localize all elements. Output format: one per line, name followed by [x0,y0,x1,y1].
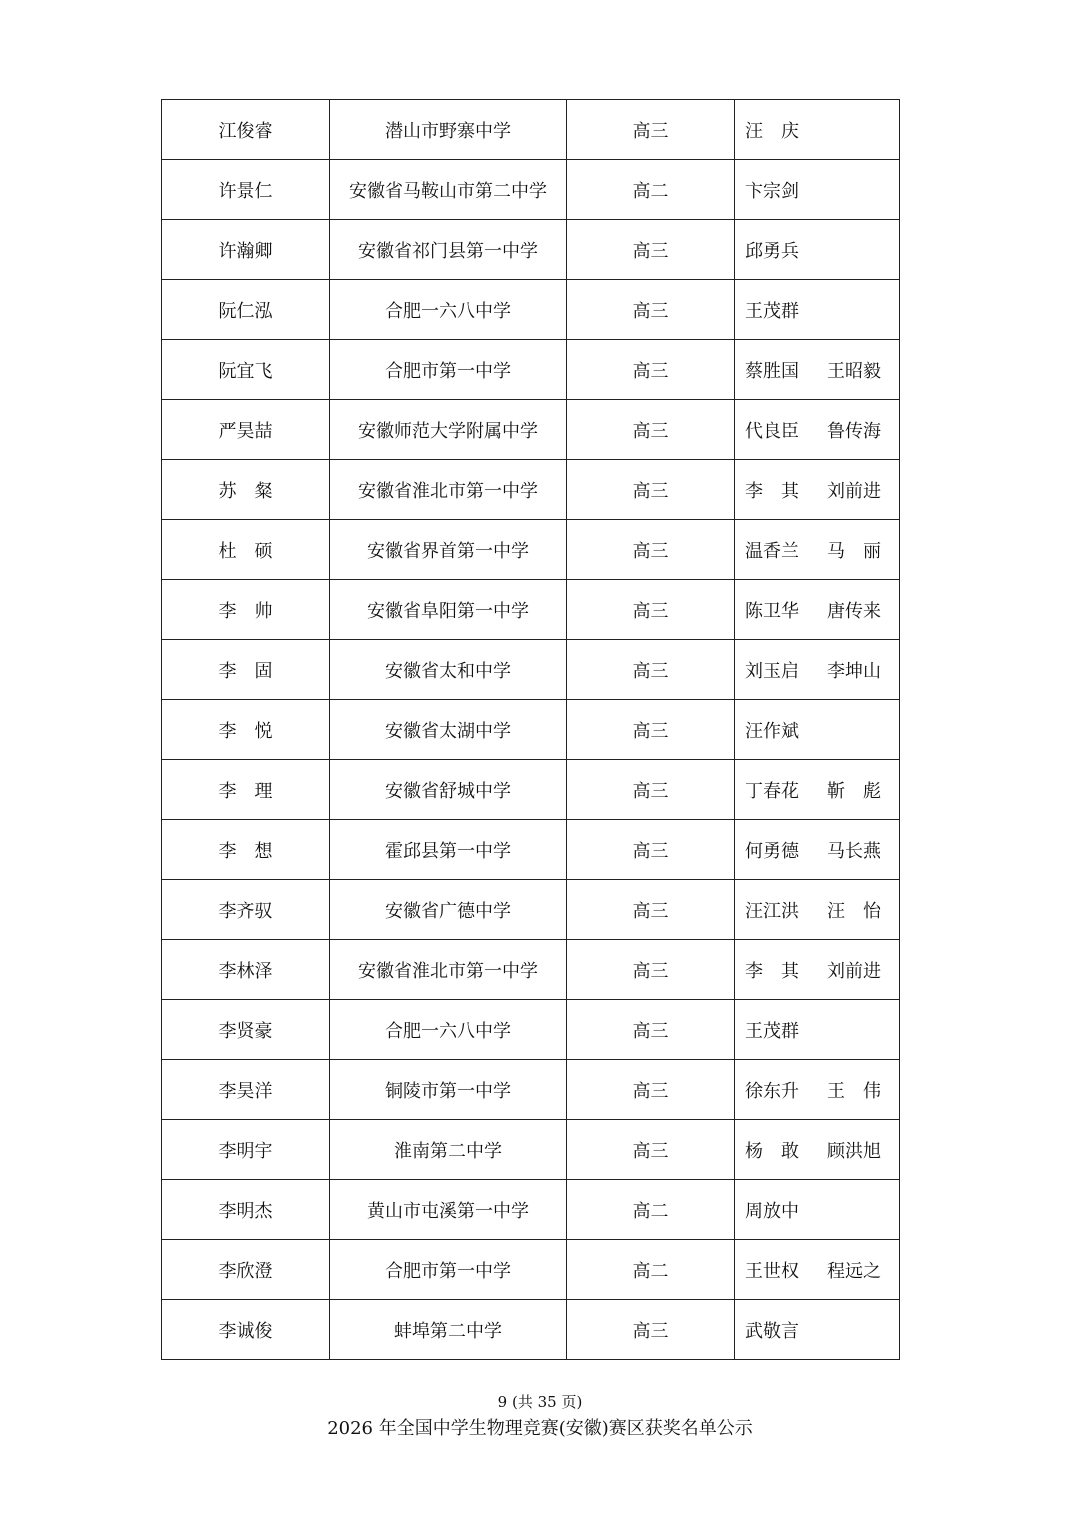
student-name-cell [162,820,330,880]
student-name-cell [162,340,330,400]
table-row [162,880,900,940]
table-row [162,1060,900,1120]
teacher-name: 王昭毅 [827,360,881,382]
student-name-cell [162,1180,330,1240]
teacher-name: 邱勇兵 [745,240,799,262]
teachers-cell [735,820,900,880]
school-cell: 安徽省界首第一中学 [330,520,567,580]
teacher-name: 马 丽 [827,540,881,562]
teacher-name: 陈卫华 [745,600,799,622]
document-title: 2026 年全国中学生物理竞赛(安徽)赛区获奖名单公示 [327,1418,753,1439]
school-cell: 安徽省淮北市第一中学 [330,940,567,1000]
teacher-name: 李 其 [745,480,799,502]
teacher-name: 刘玉启 [745,660,799,682]
student-name-cell [162,700,330,760]
teacher-name: 周放中 [745,1200,799,1222]
student-name: 阮仁泓 [218,300,273,322]
school-cell: 蚌埠第二中学 [330,1300,567,1360]
teacher-name: 汪江洪 [745,900,799,922]
teacher-name: 徐东升 [745,1080,799,1102]
grade-cell: 高三 [567,640,735,700]
teachers-cell [735,1180,900,1240]
teachers-cell [735,1300,900,1360]
school-cell: 合肥市第一中学 [330,1240,567,1300]
grade-cell: 高三 [567,760,735,820]
student-name: 李明杰 [218,1200,273,1222]
teacher-name: 丁春花 [745,780,799,802]
table-row [162,340,900,400]
teachers-cell [735,400,900,460]
student-name-cell [162,640,330,700]
teacher-name [827,1317,881,1343]
teacher-name [827,717,881,743]
school-cell: 安徽省太和中学 [330,640,567,700]
teacher-name: 程远之 [827,1260,881,1282]
grade-cell: 高三 [567,520,735,580]
grade-cell: 高三 [567,580,735,640]
school-cell: 淮南第二中学 [330,1120,567,1180]
grade-cell: 高三 [567,460,735,520]
table-row [162,520,900,580]
grade-cell: 高三 [567,700,735,760]
teacher-name [827,237,881,263]
table-row [162,940,900,1000]
school-cell: 合肥市第一中学 [330,340,567,400]
teachers-cell [735,700,900,760]
student-name-cell [162,940,330,1000]
school-cell: 安徽省祁门县第一中学 [330,220,567,280]
teacher-name: 武敬言 [745,1320,799,1342]
award-list-table [161,99,899,1360]
school-cell: 铜陵市第一中学 [330,1060,567,1120]
table-row [162,640,900,700]
grade-cell: 高三 [567,1060,735,1120]
grade-cell: 高二 [567,1180,735,1240]
grade-cell: 高三 [567,400,735,460]
teachers-cell [735,940,900,1000]
student-name: 李齐驭 [218,900,273,922]
student-name-cell [162,760,330,820]
grade-cell: 高三 [567,820,735,880]
school-cell: 安徽省舒城中学 [330,760,567,820]
page-number: 9 (共 35 页) [497,1393,583,1411]
school-cell: 安徽省淮北市第一中学 [330,460,567,520]
student-name: 李 帅 [218,600,273,622]
table-row [162,1300,900,1360]
teachers-cell [735,640,900,700]
teachers-cell [735,520,900,580]
teachers-cell [735,100,900,160]
student-name: 李诚俊 [218,1320,273,1342]
student-name-cell [162,460,330,520]
student-name: 李昊洋 [218,1080,273,1102]
table-row [162,160,900,220]
student-name: 李 固 [218,660,273,682]
teachers-cell [735,880,900,940]
student-name-cell [162,1300,330,1360]
teachers-cell [735,160,900,220]
student-name-cell [162,520,330,580]
teachers-cell [735,580,900,640]
teacher-name: 马长燕 [827,840,881,862]
teacher-name: 温香兰 [745,540,799,562]
grade-cell: 高二 [567,1240,735,1300]
table-row [162,460,900,520]
school-cell: 安徽省广德中学 [330,880,567,940]
school-cell: 安徽省阜阳第一中学 [330,580,567,640]
teacher-name: 汪作斌 [745,720,799,742]
grade-cell: 高三 [567,1000,735,1060]
teacher-name: 王茂群 [745,1020,799,1042]
student-name-cell [162,580,330,640]
teacher-name: 何勇德 [745,840,799,862]
student-name-cell [162,400,330,460]
teacher-name: 王茂群 [745,300,799,322]
teachers-cell [735,280,900,340]
table-row [162,700,900,760]
teacher-name [827,177,881,203]
student-name-cell [162,880,330,940]
teacher-name [827,1197,881,1223]
table-row [162,280,900,340]
student-name: 李林泽 [218,960,273,982]
table-row [162,220,900,280]
student-name: 李明宇 [218,1140,273,1162]
teacher-name: 顾洪旭 [827,1140,881,1162]
student-name-cell [162,280,330,340]
table-row [162,580,900,640]
student-name: 杜 硕 [218,540,273,562]
teachers-cell [735,220,900,280]
teacher-name [827,117,881,143]
student-name: 李 想 [218,840,273,862]
student-name: 李 理 [218,780,273,802]
grade-cell: 高三 [567,100,735,160]
school-cell: 合肥一六八中学 [330,1000,567,1060]
school-cell: 安徽省马鞍山市第二中学 [330,160,567,220]
student-name: 江俊睿 [218,120,273,142]
teachers-cell [735,460,900,520]
table-row [162,820,900,880]
grade-cell: 高三 [567,880,735,940]
student-name: 李 悦 [218,720,273,742]
table-row [162,100,900,160]
table-row [162,1120,900,1180]
table-row [162,1180,900,1240]
teacher-name: 鲁传海 [827,420,881,442]
teachers-cell [735,1240,900,1300]
teacher-name: 李 其 [745,960,799,982]
table-row [162,1240,900,1300]
teachers-cell [735,1120,900,1180]
teacher-name: 靳 彪 [827,780,881,802]
grade-cell: 高三 [567,220,735,280]
teacher-name [827,297,881,323]
teacher-name: 王 伟 [827,1080,881,1102]
student-name: 李贤豪 [218,1020,273,1042]
table-row [162,400,900,460]
table-row [162,1000,900,1060]
table-body [162,100,900,1360]
teacher-name: 刘前进 [827,480,881,502]
teacher-name: 刘前进 [827,960,881,982]
student-name: 苏 粲 [218,480,273,502]
teachers-cell [735,1000,900,1060]
student-name: 许景仁 [218,180,273,202]
grade-cell: 高三 [567,340,735,400]
student-name: 许瀚卿 [218,240,273,262]
teacher-name: 汪 怡 [827,900,881,922]
student-name-cell [162,1000,330,1060]
teachers-cell [735,340,900,400]
school-cell: 安徽师范大学附属中学 [330,400,567,460]
school-cell: 合肥一六八中学 [330,280,567,340]
teacher-name: 蔡胜国 [745,360,799,382]
student-name-cell [162,1240,330,1300]
teacher-name: 王世权 [745,1260,799,1282]
student-name: 李欣澄 [218,1260,273,1282]
student-name-cell [162,1120,330,1180]
teacher-name: 卞宗剑 [745,180,799,202]
school-cell: 安徽省太湖中学 [330,700,567,760]
teacher-name: 汪 庆 [745,120,799,142]
school-cell: 黄山市屯溪第一中学 [330,1180,567,1240]
teacher-name: 唐传来 [827,600,881,622]
grade-cell: 高三 [567,1120,735,1180]
grade-cell: 高三 [567,1300,735,1360]
school-cell: 霍邱县第一中学 [330,820,567,880]
grade-cell: 高三 [567,280,735,340]
teacher-name: 李坤山 [827,660,881,682]
teacher-name: 杨 敢 [745,1140,799,1162]
student-name-cell [162,100,330,160]
student-name-cell [162,160,330,220]
teachers-cell [735,760,900,820]
grade-cell: 高三 [567,940,735,1000]
teacher-name [827,1017,881,1043]
teachers-cell [735,1060,900,1120]
teacher-name: 代良臣 [745,420,799,442]
student-name: 阮宜飞 [218,360,273,382]
grade-cell: 高二 [567,160,735,220]
student-name-cell [162,1060,330,1120]
school-cell: 潜山市野寨中学 [330,100,567,160]
student-name: 严昊喆 [218,420,273,442]
table-row [162,760,900,820]
student-name-cell [162,220,330,280]
